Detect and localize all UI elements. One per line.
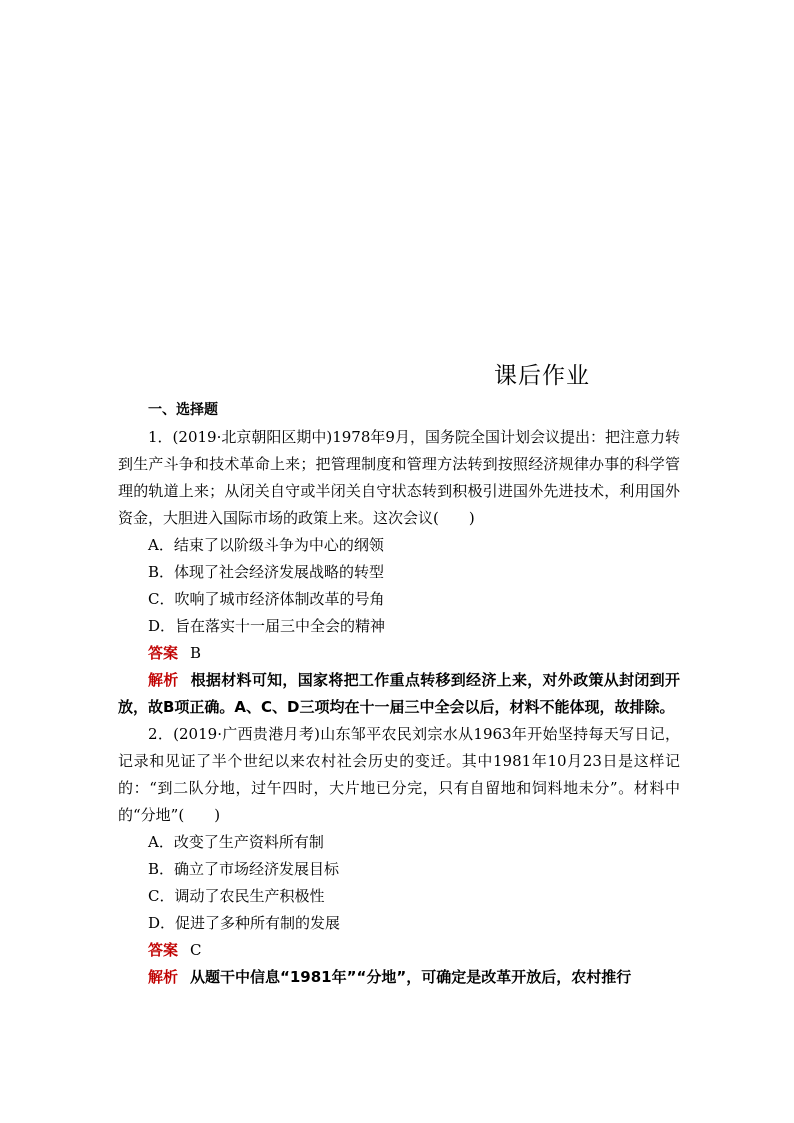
explain-label: 解析 (148, 968, 179, 986)
answer-value: B (190, 644, 202, 662)
page-title: 课后作业 (494, 363, 590, 389)
question-1-stem: 1．(2019·北京朝阳区期中)1978年9月，国务院全国计划会议提出：把注意力转到生产斗争和技术革命上来；把管理制度和管理方法转到按照经济规律办事的科学管理的轨道上来；从闭关自守或半闭关自守状态转到积极引进国外先进技术，利用国外资金，大胆进入国际市场的政策上来。这次会议( ) (118, 428, 680, 527)
question-2-option-b: B．确立了市场经济发展目标 (148, 860, 340, 878)
question-1-option-c: C．吹响了城市经济体制改革的号角 (148, 590, 385, 608)
questions-body (118, 424, 680, 991)
question-2-answer (118, 937, 680, 964)
question-1-explanation (118, 667, 680, 721)
answer-label: 答案 (148, 644, 179, 662)
explain-text: 从题干中信息“1981年”“分地”，可确定是改革开放后，农村推行 (190, 968, 632, 986)
question-1-answer (118, 640, 680, 667)
question-2-option-d: D．促进了多种所有制的发展 (148, 914, 341, 932)
question-1-option-d: D．旨在落实十一届三中全会的精神 (148, 617, 386, 635)
explain-text: 根据材料可知，国家将把工作重点转移到经济上来，对外政策从封闭到开放，故B项正确。A、C、D三项均在十一届三中全会以后，材料不能体现，故排除。 (118, 671, 680, 716)
question-2-explanation (118, 964, 680, 991)
section-heading: 一、选择题 (148, 402, 218, 418)
question-1-option-b: B．体现了社会经济发展战略的转型 (148, 563, 385, 581)
answer-value: C (190, 941, 202, 959)
question-1-option-a: A．结束了以阶级斗争为中心的纲领 (148, 536, 384, 554)
explain-label: 解析 (148, 671, 179, 689)
question-2-stem: 2．(2019·广西贵港月考)山东邹平农民刘宗水从1963年开始坚持每天写日记，记录和见证了半个世纪以来农村社会历史的变迁。其中1981年10月23日是这样记的：“到二队分地，过午四时，大片地已分完，只有自留地和饲料地未分”。材料中的“分地”( ) (118, 725, 680, 824)
question-2-option-a: A．改变了生产资料所有制 (148, 833, 324, 851)
answer-label: 答案 (148, 941, 179, 959)
question-2-option-c: C．调动了农民生产积极性 (148, 887, 325, 905)
